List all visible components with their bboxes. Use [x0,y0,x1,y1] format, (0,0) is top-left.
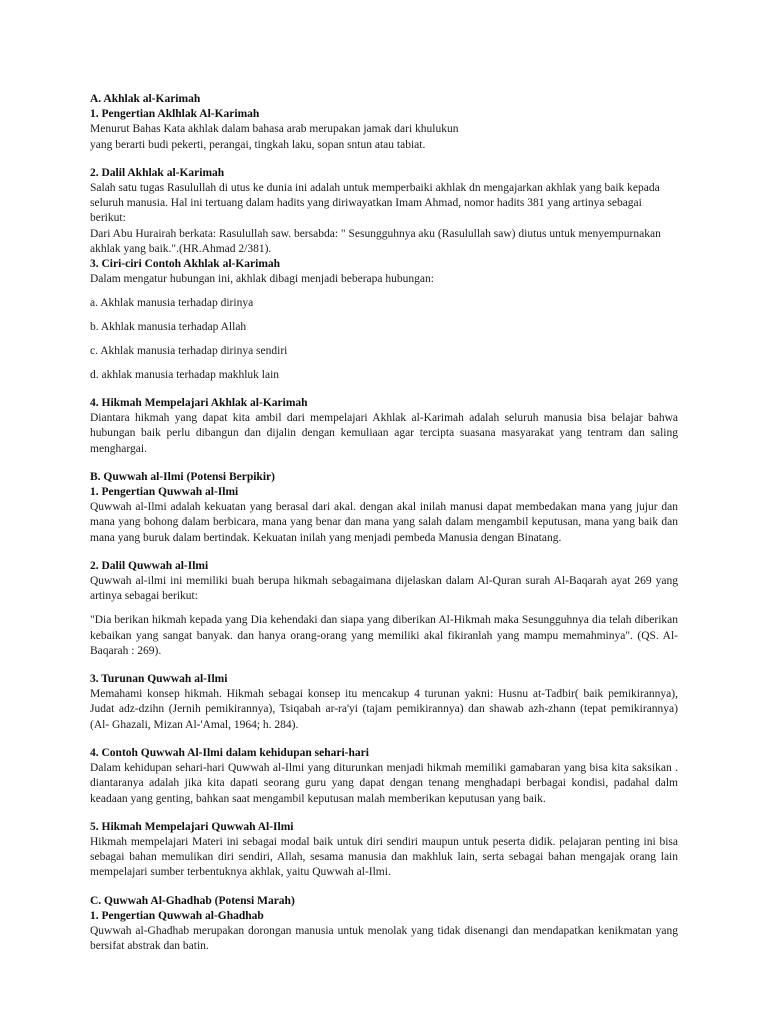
section-b-sub3-para: Memahami konsep hikmah. Hikmah sebagai konsep itu mencakup 4 turunan yakni: Husnu at-Tadbir( baik pemikirannya), Judat adz-dzihn (Jernih pemikirannya), Tsiqabah ar-ra'yi (tajam pemikirannya) dan shawab azh-zhann (tepat pemikirannya) (Al- Ghazali, Mizan Al-'Amal, 1964; h. 284). [90,688,678,731]
section-a-sub4-heading: 4. Hikmah Mempelajari Akhlak al-Karimah [90,397,308,410]
akhlak-list [90,296,678,383]
section-b-sub4-heading: 4. Contoh Quwwah Al-Ilmi dalam kehidupan sehari-hari [90,746,369,759]
section-a-sub1-line2: yang berarti budi pekerti, perangai, tingkah laku, sopan sntun atau tabiat. [90,138,426,151]
section-c-sub1-heading: 1. Pengertian Quwwah al-Ghadhab [90,909,264,922]
document-page [90,92,678,954]
section-b-sub5-para: Hikmah mempelajari Materi ini sebagai modal baik untuk diri sendiri maupun untuk peserta didik. pelajaran penting ini bisa sebagai bahan memulikan diri sendiri, Allah, sesama manusia dan makhluk lain, serta sebagai bahan mengajak orang lain mempelajari sumber terbentuknya akhlak, yaitu Quwwah al-Ilmi. [90,835,678,879]
section-a-sub1-line1: Menurut Bahas Kata akhlak dalam bahasa arab merupakan jamak dari khulukun [90,123,459,136]
section-b-sub5-heading: 5. Hikmah Mempelajari Quwwah Al-Ilmi [90,820,294,833]
section-b-sub2-para1: Quwwah al-ilmi ini memiliki buah berupa hikmah sebagaimana dijelaskan dalam Al-Quran surah Al-Baqarah ayat 269 yang artinya sebagai berikut: [90,575,678,603]
section-a-sub4-para: Diantara hikmah yang dapat kita ambil dari mempelajari Akhlak al-Karimah adalah seluruh manusia bisa belajar bahwa hubungan baik perlu dibangun dan dijalin dengan kemuliaan agar tercipta suasana masyarakat yang tentram dan saling menghargai. [90,412,678,455]
section-b-sub2-quote: "Dia berikan hikmah kepada yang Dia kehendaki dan siapa yang diberikan Al-Hikmah maka Sesungguhnya dia telah diberikan kebaikan yang sangat banyak. dan hanya orang-orang yang memiliki akal fikiranlah yang mampu memahminya". (QS. Al-Baqarah : 269). [90,614,678,657]
section-a-sub2-para1: Salah satu tugas Rasulullah di utus ke dunia ini adalah untuk memperbaiki akhlak dn mengajarkan akhlak yang baik kepada seluruh manusia. Hal ini tertuang dalam hadits yang diriwayatkan Imam Ahmad, nomor hadits 381 yang artinya sebagai berikut: [90,182,660,225]
section-a-sub2-heading: 2. Dalil Akhlak al-Karimah [90,166,225,179]
list-item: a. Akhlak manusia terhadap dirinya [90,297,254,310]
list-item: d. akhlak manusia terhadap makhluk lain [90,368,280,381]
section-b-sub3-heading: 3. Turunan Quwwah al-Ilmi [90,673,228,686]
section-a-title: A. Akhlak al-Karimah [90,93,201,105]
section-a-sub1-heading: 1. Pengertian Aklhlak Al-Karimah [90,108,260,121]
section-a-sub3-heading: 3. Ciri-ciri Contoh Akhlak al-Karimah [90,258,281,271]
section-b-title: B. Quwwah al-Ilmi (Potensi Berpikir) [90,470,275,483]
list-item: b. Akhlak manusia terhadap Allah [90,321,247,334]
section-b-sub1-heading: 1. Pengertian Quwwah al-Ilmi [90,486,239,499]
section-b-sub2-heading: 2. Dalil Quwwah al-Ilmi [90,559,209,572]
list-item: c. Akhlak manusia terhadap dirinya sendiri [90,345,288,358]
section-b-sub4-para: Dalam kehidupan sehari-hari Quwwah al-Ilmi yang diturunkan menjadi hikmah memiliki gamabaran yang bisa kita saksikan . diantaranya adalah jika kita dapati seorang guru yang dapat dengan tenang menghadapi berbagai kondisi, padahal dalm keadaan yang genting, bahkan saat mengambil keputusan malah memberikan keputusan yang baik. [90,762,678,805]
section-b-sub1-para: Quwwah al-Ilmi adalah kekuatan yang berasal dari akal. dengan akal inilah manusi dapat membedakan mana yang jujur dan mana yang bohong dalam berbicara, mana yang benar dan mana yang salah dalam mengambil keputusan, mana yang baik dan mana yang buruk dalam bertindak. Kekuatan inilah yang menjadi pembeda Manusia dengan Binatang. [90,501,678,544]
section-c-sub1-para: Quwwah al-Ghadhab merupakan dorongan manusia untuk menolak yang tidak disenangi dan mendapatkan kenikmatan yang bersifat abstrak dan batin. [90,924,678,953]
section-a-sub2-para2: Dari Abu Hurairah berkata: Rasulullah saw. bersabda: " Sesungguhnya aku (Rasulullah saw) diutus untuk menyempurnakan akhlak yang baik.".(HR.Ahmad 2/381). [90,227,661,255]
section-a-sub3-intro: Dalam mengatur hubungan ini, akhlak dibagi menjadi beberapa hubungan: [90,273,434,286]
section-c-title: C. Quwwah Al-Ghadhab (Potensi Marah) [90,894,295,907]
